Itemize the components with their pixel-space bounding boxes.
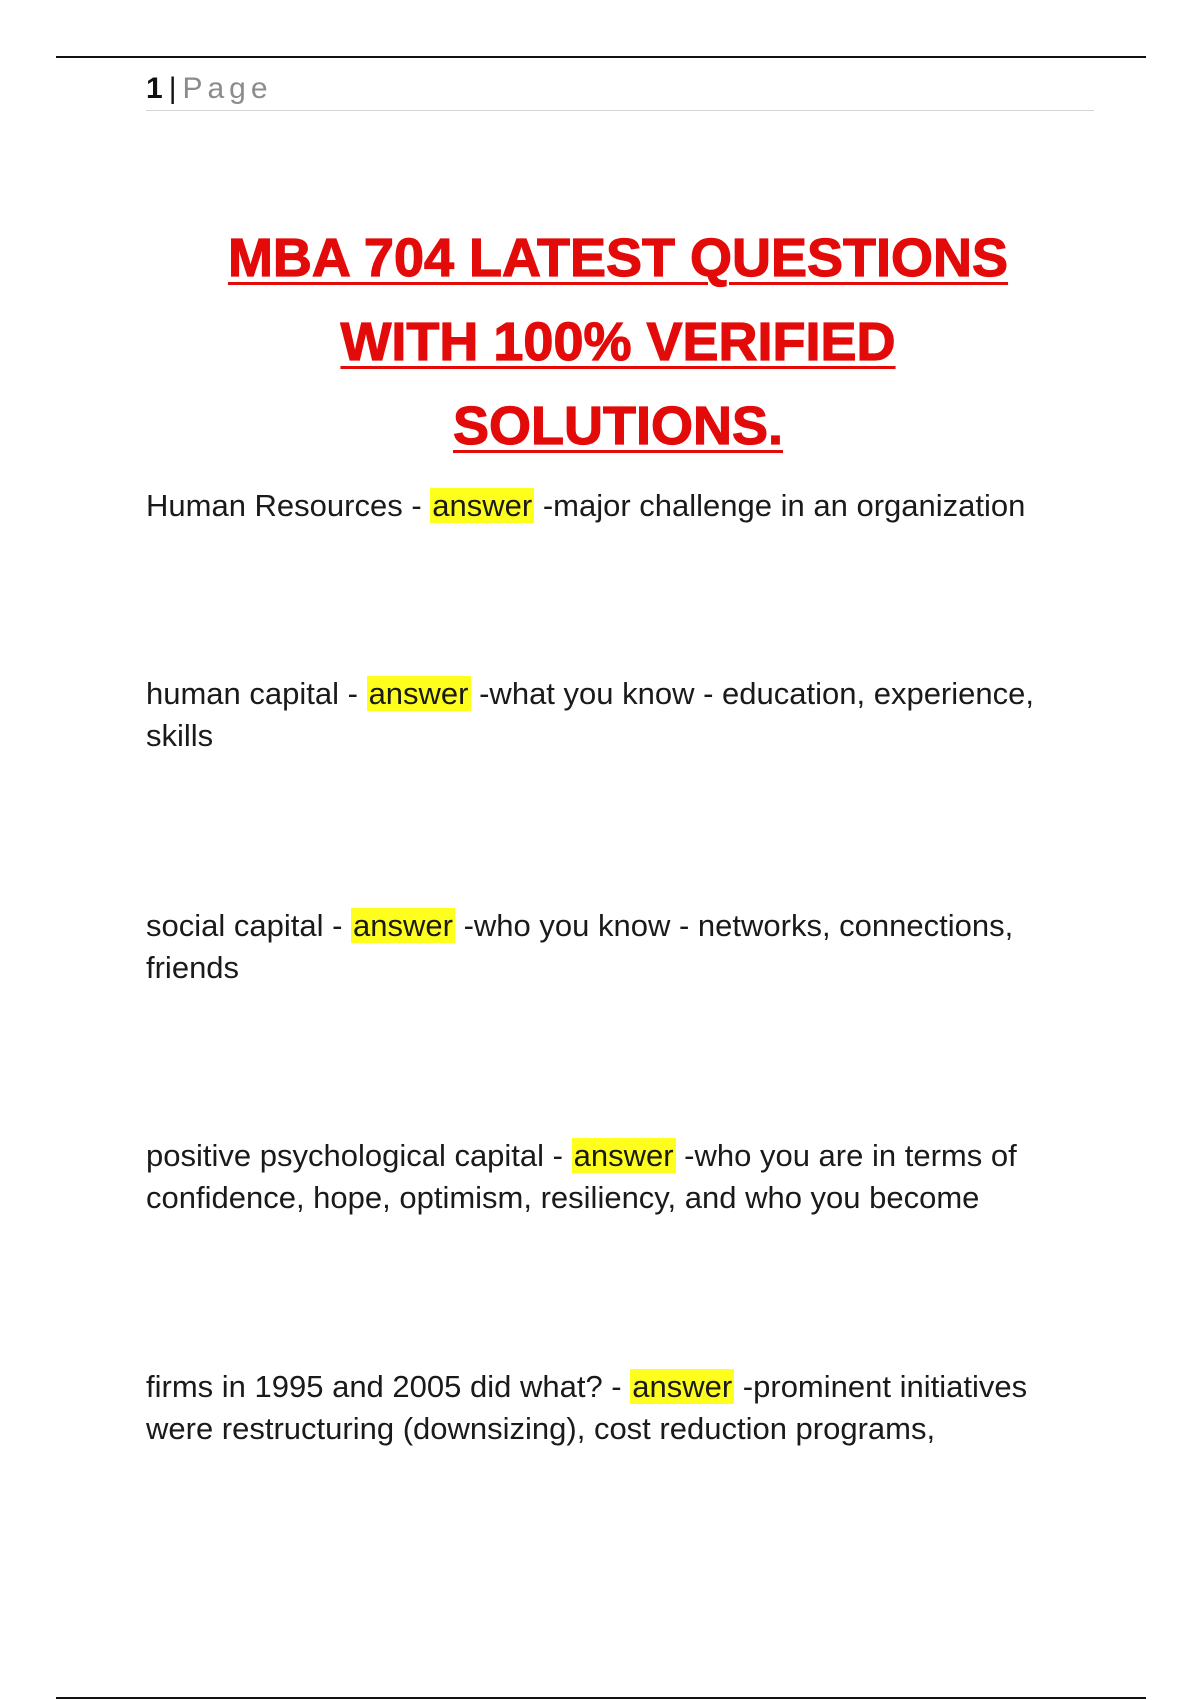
answer-highlight: answer xyxy=(632,1369,733,1404)
top-rule xyxy=(56,56,1146,58)
title-line-3: SOLUTIONS. xyxy=(452,396,783,456)
qa-item-human-resources xyxy=(146,485,1086,527)
qa-definition: -what you know - education, experience, skills xyxy=(146,676,1034,753)
qa-item-human-capital xyxy=(146,673,1086,757)
qa-term: Human Resources - xyxy=(146,488,431,523)
answer-highlight: answer xyxy=(353,908,453,943)
answer-highlight: answer xyxy=(432,488,533,523)
bottom-rule xyxy=(56,1697,1146,1699)
page-header xyxy=(146,72,1094,111)
qa-definition: -who you are in terms of confidence, hope, optimism, resiliency, and who you become xyxy=(146,1138,1017,1215)
qa-definition: -major challenge in an organization xyxy=(534,488,1026,523)
qa-item-positive-psychological-capital xyxy=(146,1135,1086,1219)
qa-term: human capital - xyxy=(146,676,367,711)
page-number: 1 xyxy=(146,72,163,105)
qa-term: social capital - xyxy=(146,908,352,943)
answer-highlight: answer xyxy=(573,1138,674,1173)
title-line-1: MBA 704 LATEST QUESTIONS xyxy=(227,228,1009,288)
qa-item-social-capital xyxy=(146,905,1086,989)
qa-item-firms-1995-2005 xyxy=(146,1366,1086,1450)
qa-definition: -who you know - networks, connections, friends xyxy=(146,908,1014,985)
answer-highlight: answer xyxy=(368,676,469,711)
qa-term: firms in 1995 and 2005 did what? - xyxy=(146,1369,631,1404)
qa-definition: -prominent initiatives were restructuring (downsizing), cost reduction programs, xyxy=(146,1369,1028,1446)
page-label: Page xyxy=(182,72,273,105)
page-separator: | xyxy=(168,72,177,105)
title-line-2: WITH 100% VERIFIED xyxy=(340,312,896,372)
document-title xyxy=(0,216,1200,468)
qa-term: positive psychological capital - xyxy=(146,1138,572,1173)
